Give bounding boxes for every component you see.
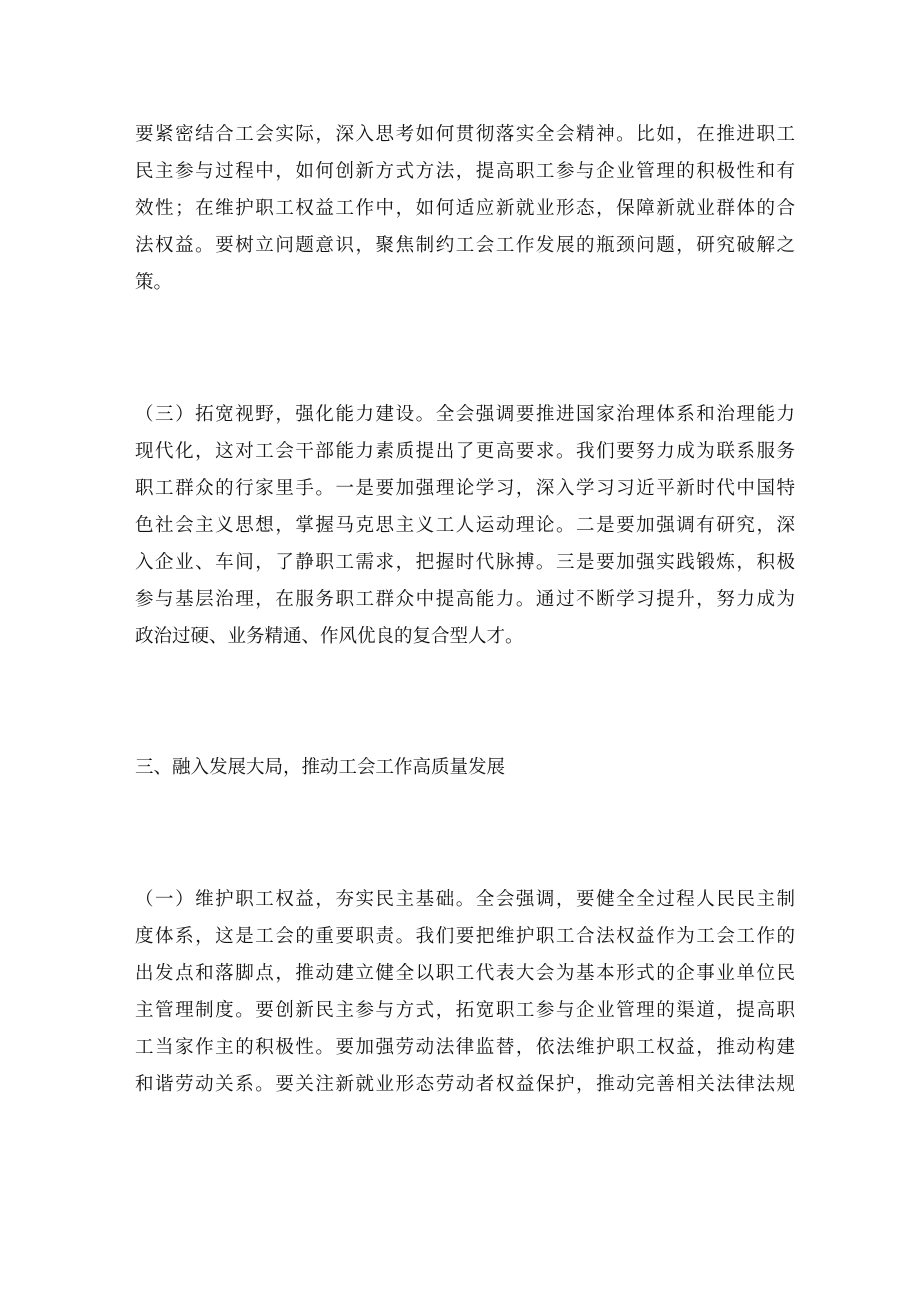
paragraph-3-line-2: 度体系，这是工会的重要职责。我们要把维护职工合法权益作为工会工作的 [135,926,795,947]
paragraph-3-line-5: 工当家作主的积极性。要加强劳动法律监替，依法维护职工权益，推动构建 [135,1037,795,1058]
paragraph-2-line-4: 色社会主义思想，掌握马克思主义工人运动理论。二是要加强调有研究，深 [135,515,795,536]
paragraph-1-line-2: 民主参与过程中，如何创新方式方法，提高职工参与企业管理的积极性和有 [135,161,795,182]
paragraph-2-line-2: 现代化，这对工会干部能力素质提出了更高要求。我们要努力成为联系服务 [135,441,795,462]
paragraph-2-line-5: 入企业、车间，了静职工需求，把握时代脉搏。三是要加强实践锻炼，积极 [135,552,795,573]
paragraph-1-line-4: 法权益。要树立问题意识，聚焦制约工会工作发展的瓶颈问题，研究破解之 [135,235,795,256]
paragraph-1-line-5: 策。 [135,272,173,293]
paragraph-3-line-6: 和谐劳动关系。要关注新就业形态劳动者权益保护，推动完善相关法律法规 [135,1074,795,1095]
paragraph-1-line-3: 效性；在维护职工权益工作中，如何适应新就业形态，保障新就业群体的合 [135,198,795,219]
paragraph-2-line-7: 政治过硬、业务精通、作风优良的复合型人才。 [135,626,524,647]
section-heading-3: 三、融入发展大局，推动工会工作高质量发展 [135,757,506,778]
paragraph-3-line-4: 主管理制度。要创新民主参与方式，拓宽职工参与企业管理的渠道，提高职 [135,1000,795,1021]
paragraph-3-line-3: 出发点和落脚点，推动建立健全以职工代表大会为基本形式的企事业单位民 [135,963,795,984]
paragraph-2-line-6: 参与基层治理，在服务职工群众中提高能力。通过不断学习提升，努力成为 [135,589,795,610]
paragraph-2-line-1: （三）拓宽视野，强化能力建设。全会强调要推进国家治理体系和治理能力 [135,404,795,425]
paragraph-3-line-1: （一）维护职工权益，夯实民主基础。全会强调，要健全全过程人民民主制 [135,889,795,910]
paragraph-2-line-3: 职工群众的行家里手。一是要加强理论学习，深入学习习近平新时代中国特 [135,478,795,499]
paragraph-1-line-1: 要紧密结合工会实际，深入思考如何贯彻落实全会精神。比如，在推进职工 [135,124,795,145]
